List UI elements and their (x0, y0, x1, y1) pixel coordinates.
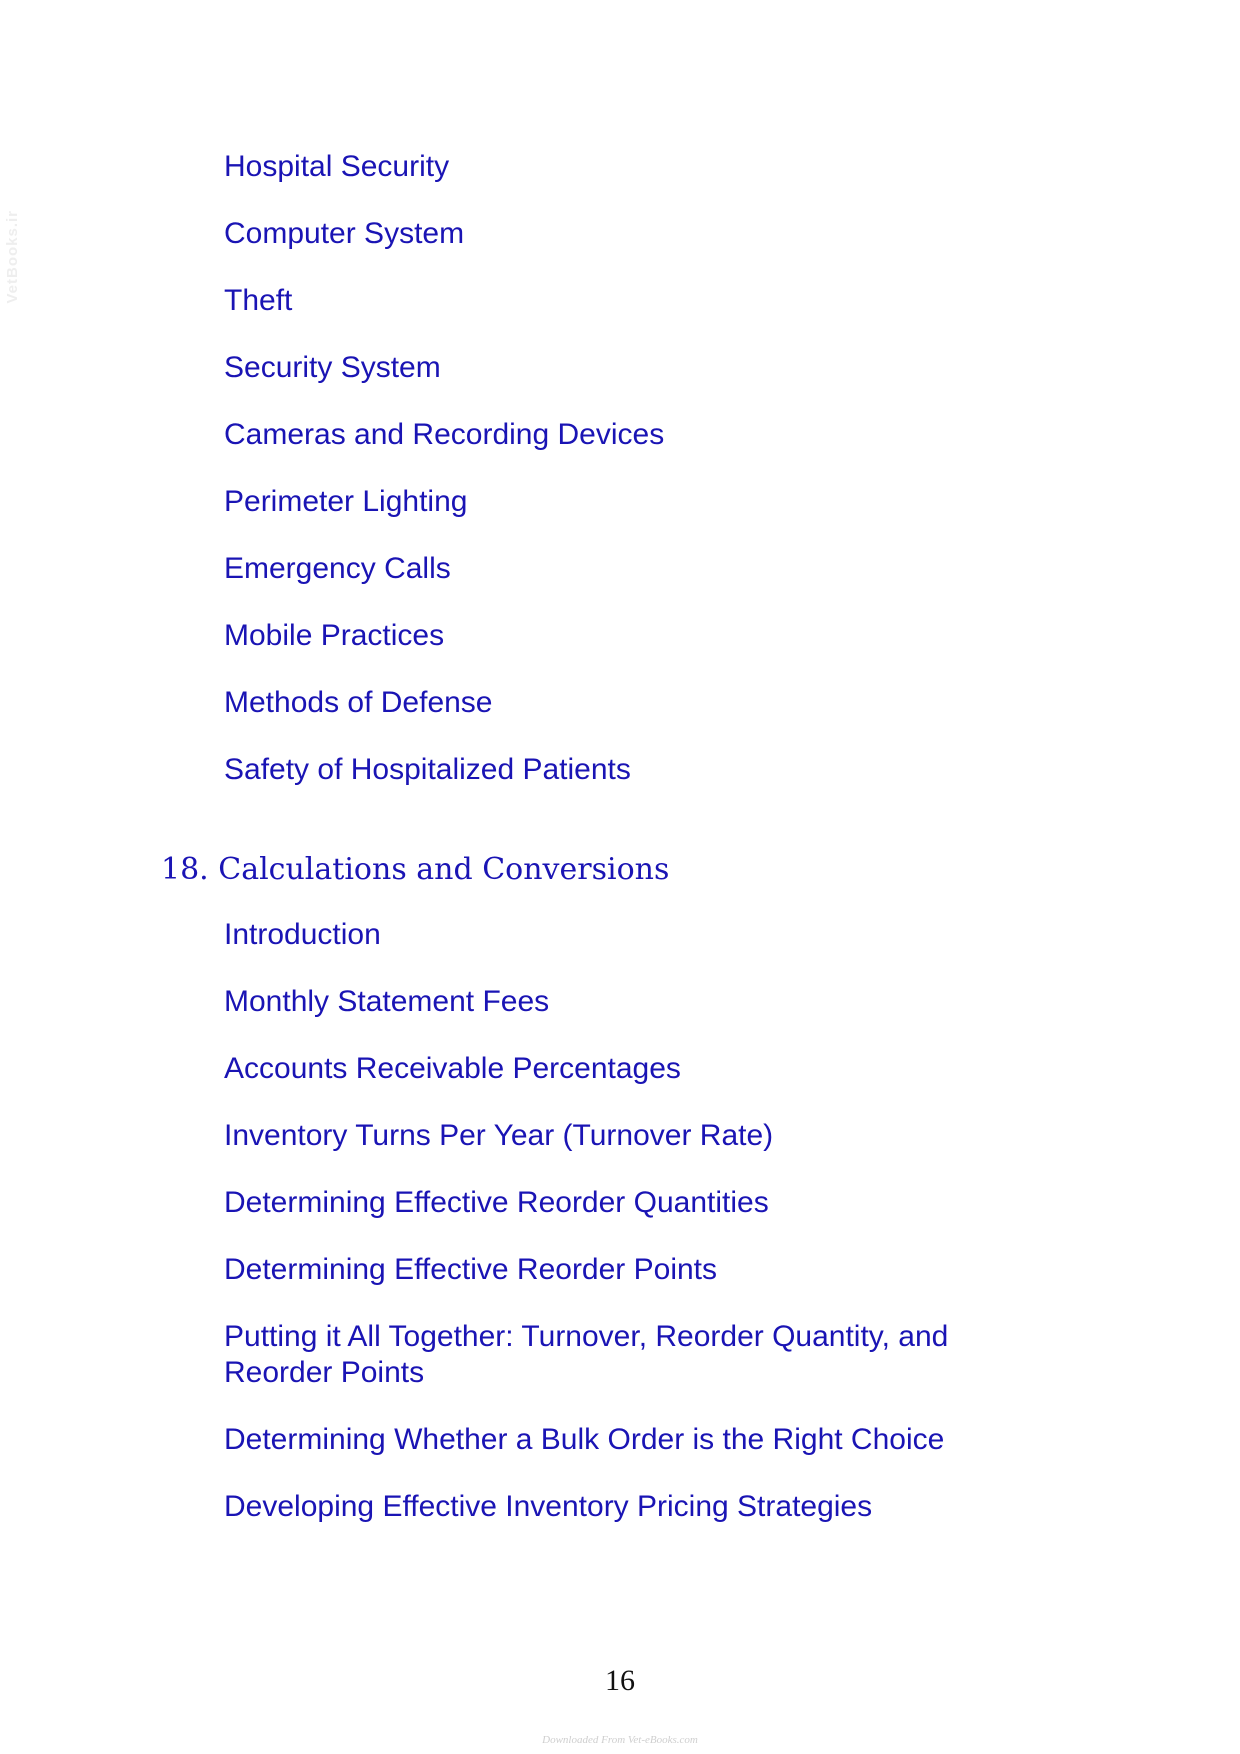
chapter-heading-18[interactable]: 18. Calculations and Conversions (161, 852, 670, 887)
toc-link-monthly-statement-fees[interactable]: Monthly Statement Fees (224, 985, 550, 1018)
toc-link-effective-reorder-points[interactable]: Determining Effective Reorder Points (224, 1253, 718, 1286)
toc-link-safety-of-hospitalized-patients[interactable]: Safety of Hospitalized Patients (224, 753, 631, 786)
toc-link-introduction[interactable]: Introduction (224, 918, 381, 951)
toc-link-theft[interactable]: Theft (224, 284, 293, 317)
toc-link-accounts-receivable-percentages[interactable]: Accounts Receivable Percentages (224, 1052, 681, 1085)
toc-link-putting-it-all-together[interactable]: Putting it All Together: Turnover, Reorder Quantity, and Reorder Points (224, 1320, 949, 1389)
page-number: 16 (605, 1664, 635, 1697)
toc-link-hospital-security[interactable]: Hospital Security (224, 150, 450, 183)
footer-watermark: Downloaded From Vet-eBooks.com (542, 1734, 698, 1746)
toc-link-mobile-practices[interactable]: Mobile Practices (224, 619, 445, 652)
toc-link-bulk-order-right-choice[interactable]: Determining Whether a Bulk Order is the Right Choice (224, 1423, 945, 1456)
side-watermark: VetBooks.ir (4, 210, 21, 304)
toc-link-methods-of-defense[interactable]: Methods of Defense (224, 686, 493, 719)
toc-link-inventory-pricing-strategies[interactable]: Developing Effective Inventory Pricing Strategies (224, 1490, 873, 1523)
toc-link-cameras-and-recording-devices[interactable]: Cameras and Recording Devices (224, 418, 665, 451)
toc-link-security-system[interactable]: Security System (224, 351, 441, 384)
toc-link-inventory-turns-per-year[interactable]: Inventory Turns Per Year (Turnover Rate) (224, 1119, 774, 1152)
toc-link-effective-reorder-quantities[interactable]: Determining Effective Reorder Quantities (224, 1186, 769, 1219)
toc-link-perimeter-lighting[interactable]: Perimeter Lighting (224, 485, 468, 518)
toc-link-emergency-calls[interactable]: Emergency Calls (224, 552, 451, 585)
toc-link-computer-system[interactable]: Computer System (224, 217, 465, 250)
